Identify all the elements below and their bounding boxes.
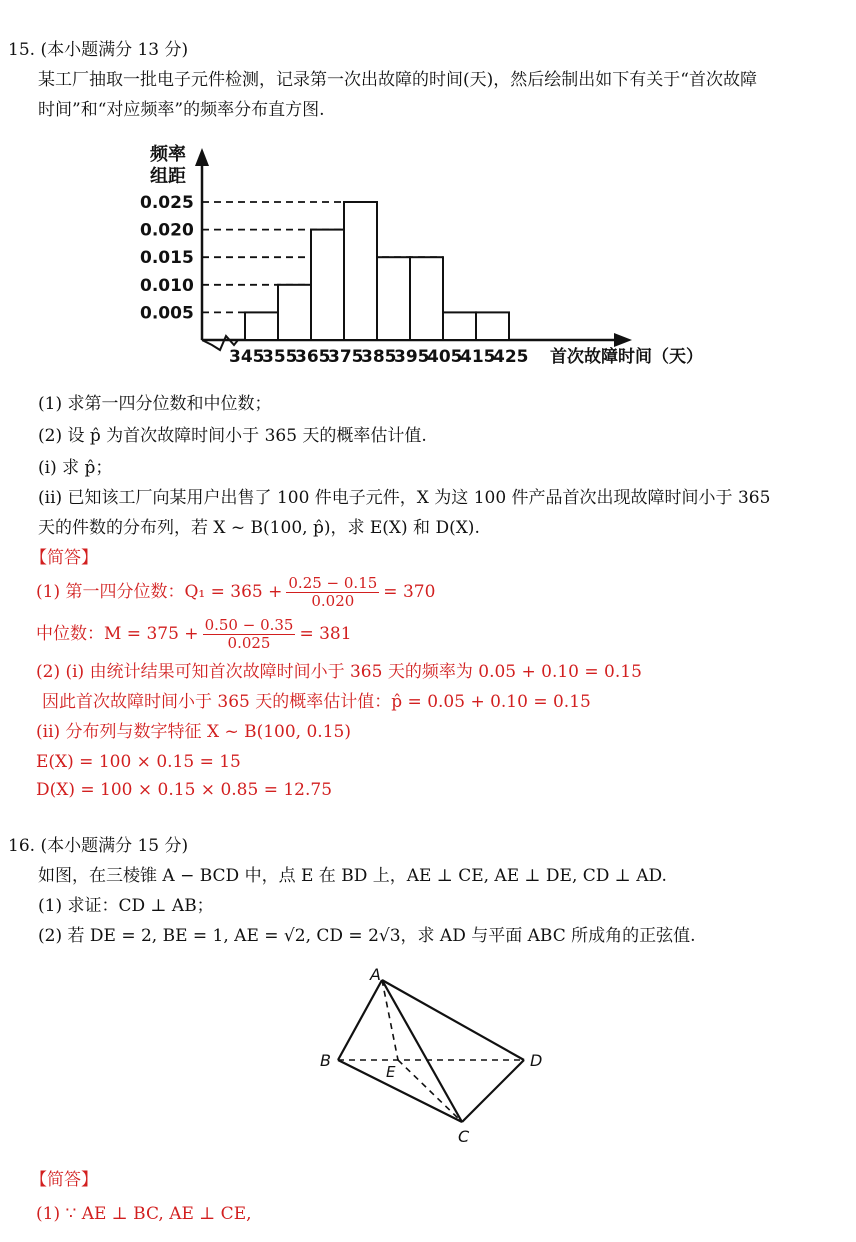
fraction-denominator: 0.025 <box>227 634 271 652</box>
x-axis-label: 首次故障时间（天） <box>550 347 703 367</box>
vertex-label-c: C <box>458 1127 470 1146</box>
histogram-bar <box>311 230 344 340</box>
q15-answer-q1 <box>36 572 435 612</box>
q16-answer-title: 【简答】 <box>30 1170 98 1190</box>
x-tick-label: 405 <box>427 347 463 367</box>
q15-answer-median <box>36 614 352 654</box>
q15-answer-phat: 因此首次故障时间小于 365 天的概率估计值：p̂ = 0.05 + 0.10 = 0.15 <box>42 692 591 712</box>
answer-median-prefix: 中位数：M = 375 + <box>36 624 199 644</box>
y-axis-label-top: 频率 <box>150 144 186 165</box>
x-axis-arrow <box>614 333 632 347</box>
tetrahedron-figure <box>310 960 570 1150</box>
y-tick-label: 0.015 <box>140 248 194 269</box>
q15-answer-variance: D(X) = 100 × 0.15 × 0.85 = 12.75 <box>36 780 333 800</box>
vertex-label-a: A <box>370 965 381 984</box>
vertex-label-d: D <box>530 1051 543 1070</box>
q16-intro: 如图，在三棱锥 A − BCD 中，点 E 在 BD 上，AE ⊥ CE, AE ⊥ DE, CD ⊥ AD. <box>38 866 667 886</box>
x-tick-label: 375 <box>328 347 364 367</box>
histogram-bar <box>476 312 509 340</box>
vertex-label-b: B <box>320 1051 331 1070</box>
histogram-bar <box>245 312 278 340</box>
y-tick-label: 0.025 <box>140 193 194 213</box>
q15-intro-line2: 时间”和“对应频率”的频率分布直方图. <box>38 100 325 120</box>
vertex-label-e: E <box>386 1063 396 1081</box>
y-tick-label: 0.005 <box>140 303 194 324</box>
fraction-denominator: 0.020 <box>311 592 355 610</box>
x-tick-label: 385 <box>361 347 397 367</box>
edge-ce-hidden <box>398 1060 462 1122</box>
q15-intro-line1: 某工厂抽取一批电子元件检测，记录第一次出故障的时间(天)，然后绘制出如下有关于“首次故障 <box>38 70 757 90</box>
q15-part2-ii-line1: (ii) 已知该工厂向某用户出售了 100 件电子元件，X 为这 100 件产品首次出现故障时间小于 365 <box>38 488 771 508</box>
histogram-bar <box>410 257 443 340</box>
q15-part2-ii-line2: 天的件数的分布列，若 X ~ B(100, p̂)，求 E(X) 和 D(X). <box>38 518 480 538</box>
histogram-bar <box>344 202 377 340</box>
q15-answer-title: 【简答】 <box>30 548 98 568</box>
x-tick-label: 355 <box>262 347 298 367</box>
frequency-histogram <box>140 140 740 372</box>
q15-answer-2ii: (ii) 分布列与数字特征 X ~ B(100, 0.15) <box>36 722 351 742</box>
q16-header: 16. (本小题满分 15 分) <box>8 836 189 856</box>
answer-q1-prefix: (1) 第一四分位数：Q₁ = 365 + <box>36 582 283 602</box>
histogram-bar <box>278 285 311 340</box>
y-tick-label: 0.010 <box>140 275 194 296</box>
answer-median-suffix: = 381 <box>299 624 352 644</box>
q15-part1: (1) 求第一四分位数和中位数； <box>38 394 272 414</box>
x-tick-label: 365 <box>295 347 331 367</box>
y-axis-arrow <box>195 148 209 166</box>
edge-cd <box>462 1060 524 1122</box>
x-tick-label: 425 <box>493 347 529 367</box>
histogram-bar <box>377 257 410 340</box>
x-tick-label: 395 <box>394 347 430 367</box>
fraction-numerator: 0.25 − 0.15 <box>288 574 378 592</box>
answer-median-fraction <box>203 617 296 652</box>
q15-answer-expectation: E(X) = 100 × 0.15 = 15 <box>36 752 241 772</box>
q15-header: 15. (本小题满分 13 分) <box>8 40 189 60</box>
q16-answer-part1: (1) ∵ AE ⊥ BC, AE ⊥ CE, <box>36 1204 252 1224</box>
answer-q1-suffix: = 370 <box>383 582 436 602</box>
edge-ab <box>338 980 382 1060</box>
y-axis-label-bottom: 组距 <box>150 166 186 187</box>
q16-part2: (2) 若 DE = 2, BE = 1, AE = √2, CD = 2√3，求 AD 与平面 ABC 所成角的正弦值. <box>38 926 696 946</box>
q15-part2-i: (i) 求 p̂； <box>38 458 113 478</box>
q15-part2: (2) 设 p̂ 为首次故障时间小于 365 天的概率估计值. <box>38 426 427 446</box>
x-tick-label: 345 <box>229 347 265 367</box>
answer-q1-fraction <box>286 575 379 610</box>
x-tick-label: 415 <box>460 347 496 367</box>
histogram-bar <box>443 312 476 340</box>
q15-answer-2i: (2) (i) 由统计结果可知首次故障时间小于 365 天的频率为 0.05 + 0.10 = 0.15 <box>36 662 642 682</box>
fraction-numerator: 0.50 − 0.35 <box>204 616 294 634</box>
y-tick-label: 0.020 <box>140 220 194 241</box>
q16-part1: (1) 求证：CD ⊥ AB； <box>38 896 214 916</box>
